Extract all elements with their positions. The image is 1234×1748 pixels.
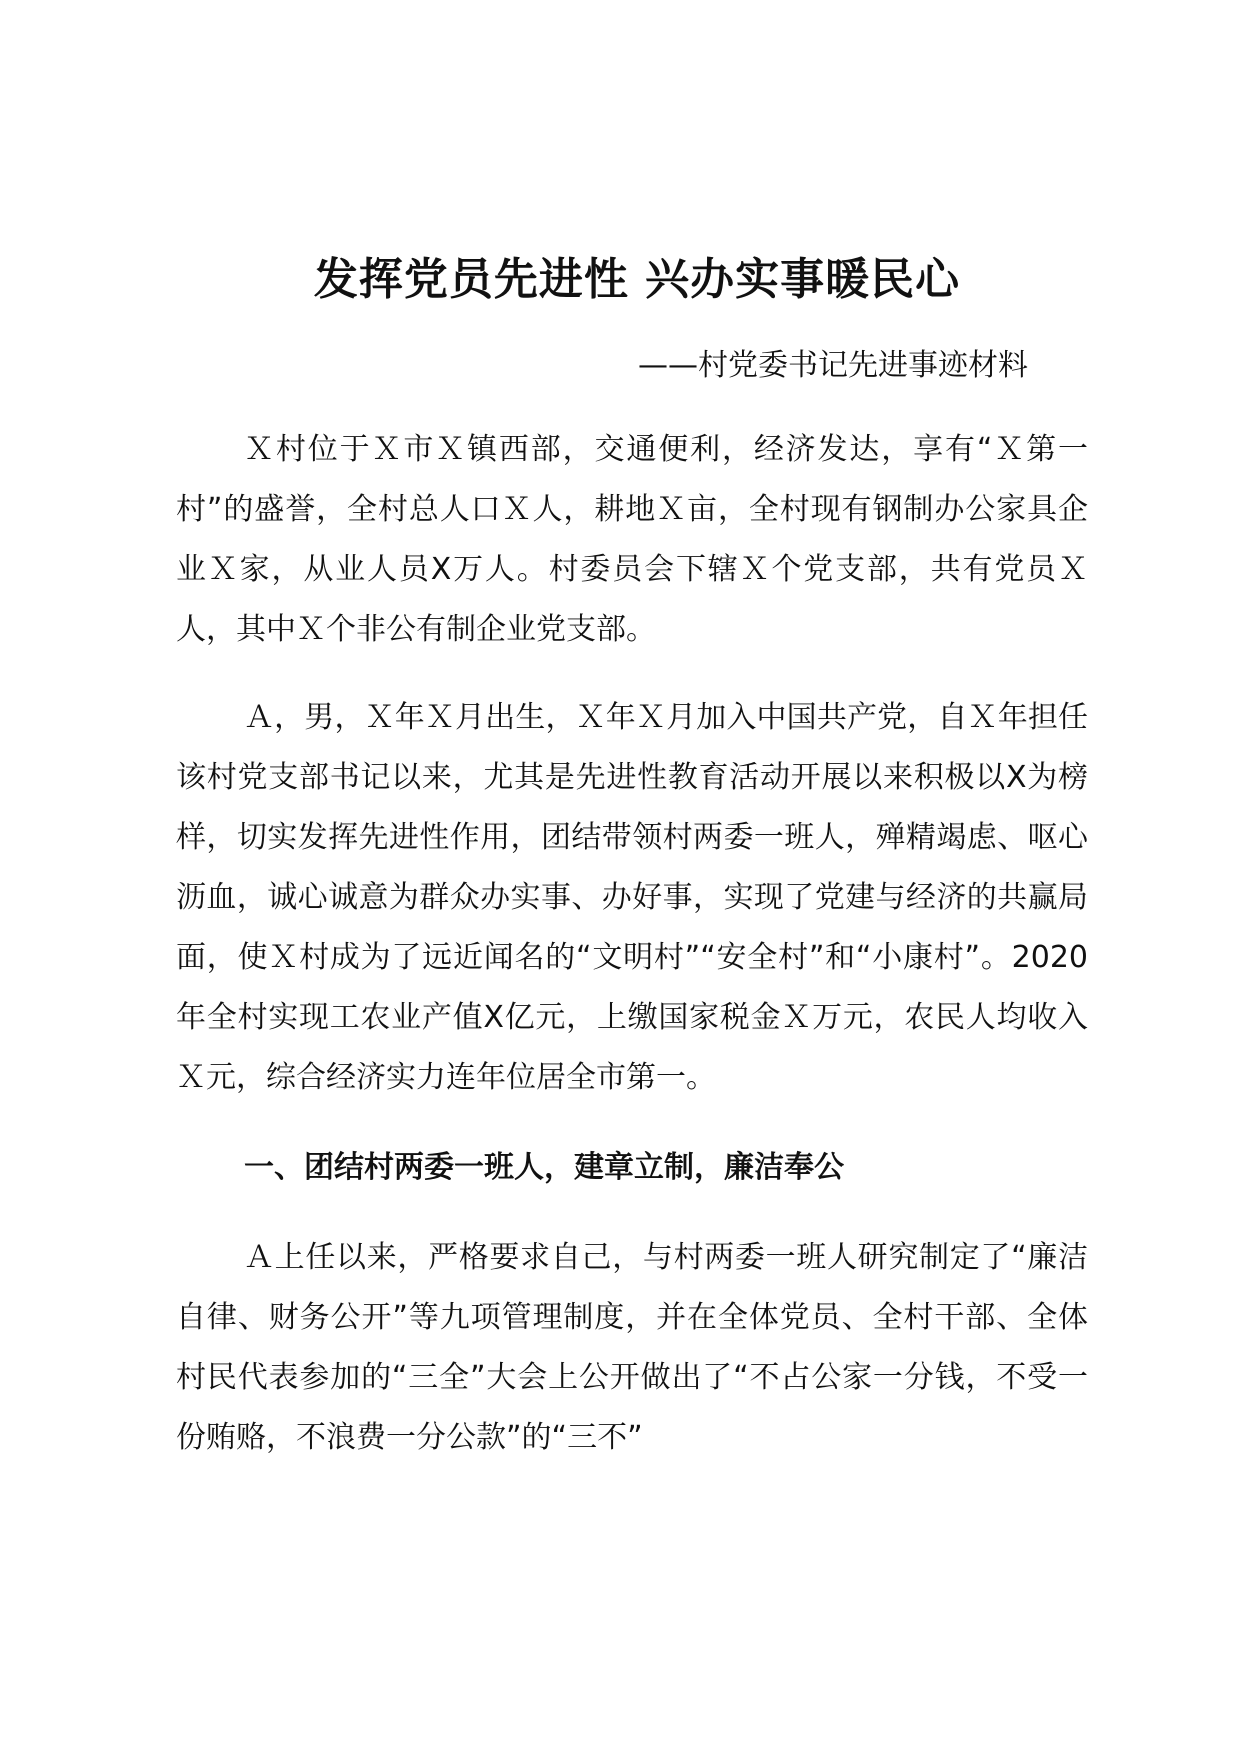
paragraph-section: Ａ上任以来，严格要求自己，与村两委一班人研究制定了“廉洁自律、财务公开”等九项管理制度，并在全体党员、全村干部、全体村民代表参加的“三全”大会上公开做出了“不占公家一分钱，不受一份贿赂，不浪费一分公款”的“三不” bbox=[176, 1240, 1088, 1455]
paragraph-profile: Ａ，男，Ｘ年Ｘ月出生，Ｘ年Ｘ月加入中国共产党，自Ｘ年担任该村党支部书记以来，尤其是先进性教育活动开展以来积极以X为榜样，切实发挥先进性作用，团结带领村两委一班人，殚精竭虑、呕心沥血，诚心诚意为群众办实事、办好事，实现了党建与经济的共赢局面，使Ｘ村成为了远近闻名的“文明村”“安全村”和“小康村”。2020年全村实现工农业产值X亿元，上缴国家税金Ｘ万元，农民人均收入Ｘ元，综合经济实力连年位居全市第一。 bbox=[176, 700, 1088, 1095]
document-body bbox=[176, 250, 1088, 1468]
document-subtitle: ——村党委书记先进事迹材料 bbox=[638, 348, 1028, 383]
document-title: 发挥党员先进性 兴办实事暖民心 bbox=[313, 254, 961, 305]
paragraph-intro: Ｘ村位于Ｘ市Ｘ镇西部，交通便利，经济发达，享有“Ｘ第一村”的盛誉，全村总人口Ｘ人，耕地Ｘ亩，全村现有钢制办公家具企业Ｘ家，从业人员X万人。村委员会下辖Ｘ个党支部，共有党员Ｘ人，其中Ｘ个非公有制企业党支部。 bbox=[176, 432, 1088, 647]
section-heading: 一、团结村两委一班人，建章立制，廉洁奉公 bbox=[244, 1150, 844, 1185]
